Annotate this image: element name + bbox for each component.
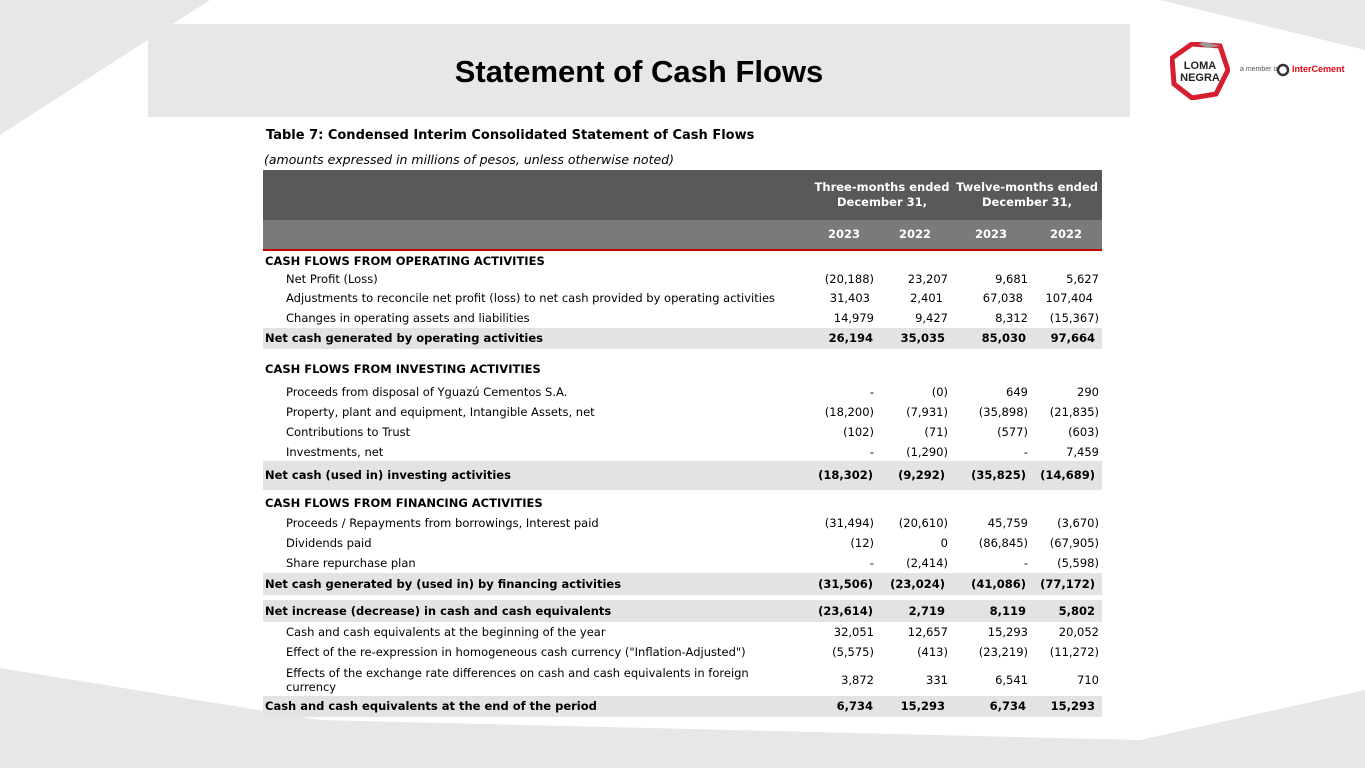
cell-value: (2,414) bbox=[906, 556, 948, 570]
cell-value: 5,627 bbox=[1066, 272, 1099, 286]
cell-value: 31,403 bbox=[829, 291, 870, 305]
table-row bbox=[263, 516, 1102, 532]
row-label: Dividends paid bbox=[286, 536, 372, 550]
table-row bbox=[263, 405, 1102, 421]
cell-value: 35,035 bbox=[900, 331, 945, 345]
row-label: Adjustments to reconcile net profit (loss) to net cash provided by operating activities bbox=[286, 291, 776, 305]
table-row bbox=[263, 645, 1102, 661]
cell-value: 15,293 bbox=[987, 625, 1028, 639]
row-label: Cash and cash equivalents at the end of the period bbox=[265, 699, 597, 713]
cell-value: 6,541 bbox=[995, 673, 1028, 687]
cell-value: (20,188) bbox=[824, 272, 874, 286]
cell-value: 290 bbox=[1077, 385, 1099, 399]
table-row bbox=[263, 291, 1102, 307]
cell-value: 20,052 bbox=[1058, 625, 1099, 639]
cell-value: (23,219) bbox=[978, 645, 1028, 659]
member-text: a member of bbox=[1240, 66, 1280, 73]
page-title: Statement of Cash Flows bbox=[454, 54, 824, 89]
year-header: 2022 bbox=[1049, 227, 1082, 241]
table-row bbox=[263, 385, 1102, 401]
cell-value: 2,719 bbox=[908, 604, 945, 618]
row-label: Proceeds from disposal of Yguazú Cementos S.A. bbox=[286, 385, 568, 399]
cell-value: (1,290) bbox=[906, 445, 948, 459]
cell-value: (11,272) bbox=[1049, 645, 1099, 659]
intercement-brand: InterCement bbox=[1292, 64, 1345, 74]
cell-value: (413) bbox=[917, 645, 948, 659]
row-label: Net Profit (Loss) bbox=[286, 272, 378, 286]
cell-value: (41,086) bbox=[971, 577, 1026, 591]
table-row bbox=[263, 496, 1102, 512]
cell-value: (35,898) bbox=[978, 405, 1028, 419]
table-row-total bbox=[263, 573, 1102, 595]
cell-value: 6,734 bbox=[989, 699, 1026, 713]
group-header-three-months: Three-months ended December 31, bbox=[814, 180, 950, 209]
cell-value: (9,292) bbox=[898, 468, 945, 482]
cell-value: (7,931) bbox=[906, 405, 948, 419]
cell-value: (12) bbox=[850, 536, 874, 550]
row-label: Property, plant and equipment, Intangible Assets, net bbox=[286, 405, 595, 419]
cell-value: 331 bbox=[926, 673, 948, 687]
table-row bbox=[263, 445, 1102, 461]
table-subtitle: (amounts expressed in millions of pesos, unless otherwise noted) bbox=[264, 152, 674, 167]
cell-value: (23,614) bbox=[818, 604, 873, 618]
cell-value: (86,845) bbox=[978, 536, 1028, 550]
cell-value: (102) bbox=[843, 425, 874, 439]
cell-value: (14,689) bbox=[1040, 468, 1095, 482]
logo-text-line2: NEGRA bbox=[1180, 72, 1220, 84]
table-row bbox=[263, 536, 1102, 552]
cell-value: 107,404 bbox=[1045, 291, 1093, 305]
cell-value: (71) bbox=[924, 425, 948, 439]
row-label: Net cash generated by (used in) by financing activities bbox=[265, 577, 622, 591]
cell-value: 8,312 bbox=[995, 311, 1028, 325]
cell-value: 97,664 bbox=[1050, 331, 1095, 345]
row-label: Contributions to Trust bbox=[286, 425, 411, 439]
cell-value: 26,194 bbox=[828, 331, 873, 345]
table-row-total bbox=[263, 696, 1102, 717]
cell-value: 15,293 bbox=[900, 699, 945, 713]
cell-value: 0 bbox=[940, 536, 948, 550]
cell-value: - bbox=[869, 445, 874, 459]
year-header: 2022 bbox=[898, 227, 931, 241]
cell-value: (31,506) bbox=[818, 577, 873, 591]
cell-value: (18,302) bbox=[818, 468, 873, 482]
row-label: Share repurchase plan bbox=[286, 556, 416, 570]
row-label: CASH FLOWS FROM INVESTING ACTIVITIES bbox=[265, 362, 541, 376]
row-label: Investments, net bbox=[286, 445, 384, 459]
cell-value: (67,905) bbox=[1049, 536, 1099, 550]
cell-value: 15,293 bbox=[1050, 699, 1095, 713]
row-label: Changes in operating assets and liabilities bbox=[286, 311, 530, 325]
row-label: Net cash generated by operating activities bbox=[265, 331, 544, 345]
cell-value: (23,024) bbox=[890, 577, 945, 591]
row-label: Net cash (used in) investing activities bbox=[265, 468, 511, 482]
row-label: Net increase (decrease) in cash and cash equivalents bbox=[265, 604, 612, 618]
table-row-total bbox=[263, 328, 1102, 349]
table-row-total bbox=[263, 600, 1102, 622]
cell-value: 3,872 bbox=[841, 673, 874, 687]
row-label: Proceeds / Repayments from borrowings, Interest paid bbox=[286, 516, 599, 530]
table-row bbox=[263, 625, 1102, 641]
cell-value: - bbox=[869, 556, 874, 570]
cell-value: (0) bbox=[931, 385, 948, 399]
table-title: Table 7: Condensed Interim Consolidated Statement of Cash Flows bbox=[266, 128, 755, 143]
table-row bbox=[263, 254, 1102, 270]
cell-value: (21,835) bbox=[1049, 405, 1099, 419]
cell-value: 2,401 bbox=[910, 291, 943, 305]
cell-value: 23,207 bbox=[907, 272, 948, 286]
cell-value: 9,427 bbox=[915, 311, 948, 325]
table-row bbox=[263, 556, 1102, 572]
cell-value: 85,030 bbox=[981, 331, 1026, 345]
cell-value: 6,734 bbox=[836, 699, 873, 713]
table-header-groups bbox=[263, 170, 1102, 220]
table-row-total bbox=[263, 461, 1102, 490]
cell-value: 32,051 bbox=[833, 625, 874, 639]
loma-negra-logo bbox=[1170, 42, 1230, 100]
table-row bbox=[263, 425, 1102, 441]
cell-value: 649 bbox=[1006, 385, 1028, 399]
cell-value: 14,979 bbox=[833, 311, 874, 325]
cell-value: (77,172) bbox=[1040, 577, 1095, 591]
cell-value: - bbox=[1023, 445, 1028, 459]
cell-value: 710 bbox=[1077, 673, 1099, 687]
cell-value: 8,119 bbox=[989, 604, 1026, 618]
table-row bbox=[263, 272, 1102, 288]
cell-value: 7,459 bbox=[1066, 445, 1099, 459]
year-header: 2023 bbox=[827, 227, 860, 241]
cell-value: (20,610) bbox=[898, 516, 948, 530]
cell-value: 12,657 bbox=[907, 625, 948, 639]
cell-value: 67,038 bbox=[982, 291, 1023, 305]
row-label: Effects of the exchange rate differences on cash and cash equivalents in foreign currency bbox=[286, 666, 749, 694]
cell-value: (603) bbox=[1068, 425, 1099, 439]
cell-value: (577) bbox=[997, 425, 1028, 439]
cell-value: 5,802 bbox=[1058, 604, 1095, 618]
cell-value: (15,367) bbox=[1049, 311, 1099, 325]
table-row bbox=[263, 311, 1102, 327]
cell-value: - bbox=[1023, 556, 1028, 570]
row-label: Effect of the re-expression in homogeneous cash currency ("Inflation-Adjusted") bbox=[286, 645, 746, 659]
cell-value: (35,825) bbox=[971, 468, 1026, 482]
cell-value: 9,681 bbox=[995, 272, 1028, 286]
cell-value: (3,670) bbox=[1057, 516, 1099, 530]
cell-value: (5,598) bbox=[1057, 556, 1099, 570]
table-row bbox=[263, 362, 1102, 378]
row-label: CASH FLOWS FROM OPERATING ACTIVITIES bbox=[265, 254, 545, 268]
table-row bbox=[263, 666, 1102, 694]
cell-value: 45,759 bbox=[987, 516, 1028, 530]
row-label: Cash and cash equivalents at the beginning of the year bbox=[286, 625, 606, 639]
cell-value: (5,575) bbox=[832, 645, 874, 659]
cell-value: - bbox=[869, 385, 874, 399]
logo-text-line1: LOMA bbox=[1183, 60, 1217, 72]
intercement-ring-icon bbox=[1276, 63, 1290, 77]
cell-value: (18,200) bbox=[824, 405, 874, 419]
group-header-twelve-months: Twelve-months ended December 31, bbox=[956, 180, 1098, 209]
year-header: 2023 bbox=[974, 227, 1007, 241]
cell-value: (31,494) bbox=[824, 516, 874, 530]
row-label: CASH FLOWS FROM FINANCING ACTIVITIES bbox=[265, 496, 543, 510]
